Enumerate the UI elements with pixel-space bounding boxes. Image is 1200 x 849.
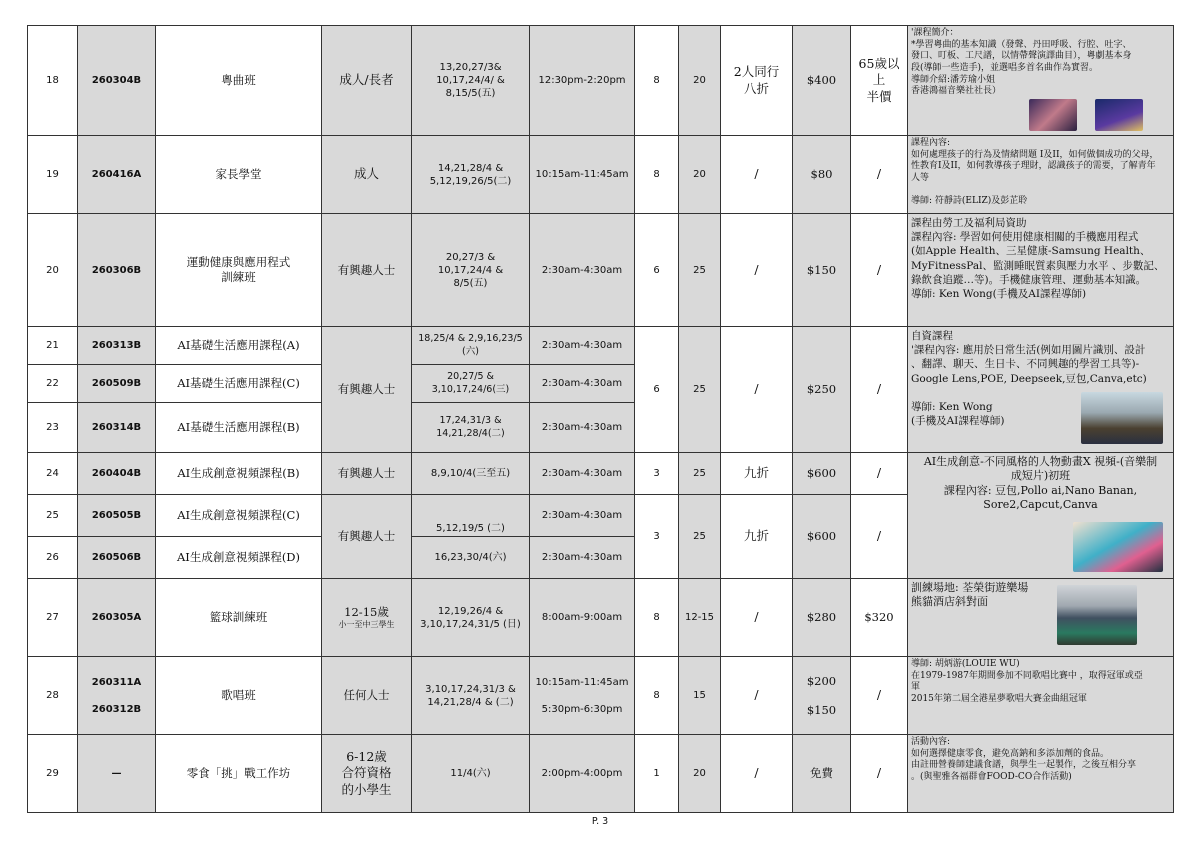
target-line: 小一至中三學生 (338, 619, 395, 629)
course-fee: $250 (793, 327, 851, 453)
course-name: 歌唱班 (156, 657, 322, 735)
remark-line: 導師: Ken Wong (911, 400, 993, 413)
course-dates: 11/4(六) (412, 735, 530, 813)
remark-line: 如何選擇健康零食，避免高鈉和多添加劑的食品。 (911, 748, 1110, 759)
course-remarks (908, 214, 1174, 327)
offer-line: 八折 (743, 80, 769, 96)
course-remarks (908, 657, 1174, 735)
course-remarks (908, 735, 1174, 813)
table-row (28, 657, 1174, 735)
course-code: 260505B (78, 495, 156, 537)
dates-line: 14,21,28/4 & (二) (427, 696, 514, 708)
remark-line: *學習粵曲的基本知識（發聲、丹田呼吸、行腔、吐字、 (911, 39, 1132, 50)
course-time: 12:30pm-2:20pm (530, 26, 635, 136)
remark-line: 段(導師一些造手)，並選唱多首名曲作為實習。 (911, 63, 1099, 74)
course-name: AI基礎生活應用課程(B) (156, 403, 322, 453)
course-target: 有興趣人士 (322, 327, 412, 453)
course-dates: 8,9,10/4(三至五) (412, 453, 530, 495)
course-time: 2:00pm-4:00pm (530, 735, 635, 813)
course-code: 260313B (78, 327, 156, 365)
row-number: 28 (28, 657, 78, 735)
course-dates: 5,12,19/5 (二) (412, 495, 530, 537)
course-quota: 20 (679, 735, 721, 813)
course-time: 2:30am-4:30am (530, 537, 635, 579)
course-dates (412, 136, 530, 214)
remark-line: 、翻譯、聊天、生日卡、不同興趣的學習工具等)- (911, 358, 1140, 371)
course-target: 成人 (322, 136, 412, 214)
course-remarks (908, 26, 1174, 136)
remark-line: 如何處理孩子的行為及情緒問題 I及II，如何做個成功的父母， (911, 149, 1159, 160)
class-group-photo (1081, 392, 1163, 444)
remark-line: 。(與聖雅各福群會FOOD-CO合作活動) (911, 772, 1072, 783)
course-offer (721, 26, 793, 136)
table-row (28, 26, 1174, 136)
course-remarks (908, 453, 1174, 579)
course-dates (412, 579, 530, 657)
course-dates (412, 26, 530, 136)
course-table (27, 25, 1174, 813)
course-sessions: 3 (635, 495, 679, 579)
row-number: 20 (28, 214, 78, 327)
course-offer: / (721, 136, 793, 214)
performance-photo (1095, 99, 1143, 131)
course-dates: 16,23,30/4(六) (412, 537, 530, 579)
course-target: 有興趣人士 (322, 453, 412, 495)
course-sessions: 8 (635, 579, 679, 657)
course-senior-fee: / (851, 136, 908, 214)
course-code: 260404B (78, 453, 156, 495)
row-number: 19 (28, 136, 78, 214)
dates-line: 10,17,24/4/ & (436, 75, 505, 86)
course-quota: 15 (679, 657, 721, 735)
course-senior-fee: / (851, 214, 908, 327)
course-name: AI生成創意視頻課程(C) (156, 495, 322, 537)
dates-line: 8/5(五) (453, 277, 488, 289)
course-time: 2:30am-4:30am (530, 327, 635, 365)
course-name: 零食「挑」戰工作坊 (156, 735, 322, 813)
course-remarks (908, 327, 1174, 453)
course-quota: 12-15 (679, 579, 721, 657)
row-number: 18 (28, 26, 78, 136)
row-number: 23 (28, 403, 78, 453)
course-senior-fee: / (851, 735, 908, 813)
course-name (156, 214, 322, 327)
course-sessions: 8 (635, 657, 679, 735)
remark-line: 軍 (911, 682, 921, 693)
name-line: 訓練班 (221, 270, 256, 284)
table-row (28, 136, 1174, 214)
remark-line: (如Apple Health、三星健康-Samsung Health、 (911, 245, 1151, 258)
table-row (28, 453, 1174, 495)
course-remarks (908, 579, 1174, 657)
course-quota: 20 (679, 136, 721, 214)
course-sessions: 1 (635, 735, 679, 813)
course-fee: $400 (793, 26, 851, 136)
course-offer: / (721, 214, 793, 327)
dates-line: (六) (462, 345, 479, 357)
course-offer: 九折 (721, 453, 793, 495)
remark-line (911, 185, 1170, 197)
course-time: 2:30am-4:30am (530, 214, 635, 327)
dates-line: 3,10,17,24,31/5 (日) (420, 618, 521, 630)
remark-line: 自資課程 (911, 330, 953, 342)
tutor-photo (1029, 99, 1077, 131)
remark-line: '課程內容: 應用於日常生活(例如用圖片識別、設計 (911, 344, 1146, 357)
dates-line: 3,10,17,24,31/3 & (425, 683, 516, 695)
row-number: 25 (28, 495, 78, 537)
course-fee: $280 (793, 579, 851, 657)
remark-line: Google Lens,POE, Deepseek,豆包,Canva,etc) (911, 372, 1147, 385)
dates-line: 18,25/4 & 2,9,16,23/5 (418, 333, 523, 345)
table-row (28, 579, 1174, 657)
course-dates (412, 214, 530, 327)
target-line: 12-15歲 (344, 604, 389, 619)
remark-line: 錄飲食追蹤…等)。手機健康管理、運動基本知識。 (911, 273, 1147, 286)
row-number: 29 (28, 735, 78, 813)
course-quota: 25 (679, 495, 721, 579)
target-line: 6-12歲 (346, 749, 387, 765)
time-line: 10:15am-11:45am (535, 676, 629, 688)
remark-line: 導師: Ken Wong(手機及AI課程導師) (911, 287, 1087, 300)
course-code: — (78, 735, 156, 813)
remark-line: 2015年第二屆全港星夢歌唱大賽金曲組冠軍 (911, 694, 1087, 705)
course-name: AI生成創意視頻課程(D) (156, 537, 322, 579)
course-code: 260416A (78, 136, 156, 214)
remark-line: 課程內容: 豆包,Pollo ai,Nano Banan, (943, 483, 1138, 497)
course-code: 260306B (78, 214, 156, 327)
course-senior-fee: $320 (851, 579, 908, 657)
remark-line: 課程內容: (911, 138, 951, 148)
course-time: 10:15am-11:45am (530, 136, 635, 214)
row-number: 22 (28, 365, 78, 403)
course-name: 家長學堂 (156, 136, 322, 214)
dates-line: 10,17,24/4 & (437, 264, 504, 276)
course-offer: / (721, 579, 793, 657)
remark-line: 熊貓酒店斜對面 (911, 595, 988, 609)
course-sessions: 3 (635, 453, 679, 495)
course-offer: / (721, 657, 793, 735)
course-time: 2:30am-4:30am (530, 365, 635, 403)
remark-line: 課程由勞工及福利局資助 (911, 217, 1027, 229)
course-target: 成人/長者 (322, 26, 412, 136)
remark-line: 活動內容: (911, 737, 951, 747)
remark-line: 導師: 胡炳游(LOUIE WU) (911, 659, 1020, 669)
course-target (322, 735, 412, 813)
course-sessions: 6 (635, 327, 679, 453)
row-number: 27 (28, 579, 78, 657)
remark-line: MyFitnessPal、監測睡眠質素與壓力水平 、步數記、 (911, 259, 1165, 272)
course-dates (412, 365, 530, 403)
course-offer: / (721, 327, 793, 453)
remark-line: 發口、叮板、工尺譜，以情帶聲演譯曲目），粵劇基本身 (911, 51, 1132, 62)
dates-line: 12,19,26/4 & (437, 605, 504, 617)
remark-line: 在1979-1987年期間參加不同歌唱比賽中 ，取得冠軍或亞 (911, 670, 1143, 681)
course-target: 有興趣人士 (322, 214, 412, 327)
course-senior-fee: / (851, 327, 908, 453)
course-time: 2:30am-4:30am (530, 495, 635, 537)
course-name: AI基礎生活應用課程(A) (156, 327, 322, 365)
course-time: 8:00am-9:00am (530, 579, 635, 657)
dates-line: 14,21,28/4(二) (436, 427, 505, 439)
course-senior-fee: / (851, 453, 908, 495)
course-sessions: 8 (635, 26, 679, 136)
course-fee: $600 (793, 453, 851, 495)
name-line: 運動健康與應用程式 (186, 255, 291, 270)
course-fee: $80 (793, 136, 851, 214)
course-target: 任何人士 (322, 657, 412, 735)
course-quota: 25 (679, 453, 721, 495)
senior-line: 半價 (866, 88, 892, 104)
course-remarks (908, 136, 1174, 214)
course-time (530, 657, 635, 735)
course-name: AI基礎生活應用課程(C) (156, 365, 322, 403)
course-senior-fee (851, 26, 908, 136)
fee-line: $150 (806, 702, 837, 717)
course-target (322, 579, 412, 657)
dates-line: 20,27/3 & (445, 251, 496, 263)
course-offer: / (721, 735, 793, 813)
table-row (28, 735, 1174, 813)
dates-line: 3,10,17,24/6(三) (431, 383, 510, 395)
video-course-photo (1073, 522, 1163, 572)
remark-line: 訓練場地: 荃榮街遊樂場 (911, 581, 1029, 594)
remark-line: Sore2,Capcut,Canva (983, 497, 1098, 511)
course-dates (412, 327, 530, 365)
course-dates (412, 657, 530, 735)
course-name: 粵曲班 (156, 26, 322, 136)
target-line: 合符資格 (341, 765, 392, 781)
offer-line: 2人同行 (733, 64, 780, 80)
course-fee: $600 (793, 495, 851, 579)
dates-line: 5,12,19,26/5(二) (429, 175, 512, 187)
course-fee (793, 657, 851, 735)
row-number: 24 (28, 453, 78, 495)
course-table-wrapper (27, 25, 1173, 813)
course-quota: 20 (679, 26, 721, 136)
row-number: 26 (28, 537, 78, 579)
remark-line: 課程內容: 學習如何使用健康相關的手機應用程式 (911, 231, 1139, 244)
course-senior-fee: / (851, 495, 908, 579)
target-line: 的小學生 (341, 781, 392, 797)
time-line: 5:30pm-6:30pm (541, 703, 623, 715)
course-quota: 25 (679, 327, 721, 453)
course-code: 260314B (78, 403, 156, 453)
course-dates (412, 403, 530, 453)
course-code: 260304B (78, 26, 156, 136)
row-number: 21 (28, 327, 78, 365)
dates-line: 20,27/5 & (447, 371, 494, 383)
dates-line: 13,20,27/3& (439, 62, 502, 73)
course-fee: $150 (793, 214, 851, 327)
course-senior-fee: / (851, 657, 908, 735)
course-time: 2:30am-4:30am (530, 403, 635, 453)
table-row (28, 214, 1174, 327)
fee-line: $200 (806, 673, 837, 688)
course-code: 260305A (78, 579, 156, 657)
code-line: 260311A (91, 676, 142, 688)
course-code (78, 657, 156, 735)
dates-line: 14,21,28/4 & (437, 162, 504, 174)
course-name: 籃球訓練班 (156, 579, 322, 657)
remark-line: AI生成創意-不同風格的人物動畫X 視頻-(音樂制 (923, 455, 1158, 468)
course-name: AI生成創意視頻課程(B) (156, 453, 322, 495)
code-line: 260312B (91, 703, 142, 715)
remark-line: '課程簡介： (911, 28, 959, 38)
course-target: 有興趣人士 (322, 495, 412, 579)
remark-line: 導師: 符靜詩(ELIZ)及彭芷聆 (911, 196, 1028, 207)
senior-line: 65歲以上 (858, 56, 900, 88)
table-row (28, 327, 1174, 365)
dates-line: 17,24,31/3 & (439, 415, 502, 427)
remark-line: 成短片)初班 (1010, 469, 1071, 483)
remark-line: 香港鴻福音樂社社長） (911, 86, 1002, 97)
remark-line: 人等 (911, 173, 930, 184)
course-code: 260509B (78, 365, 156, 403)
course-sessions: 6 (635, 214, 679, 327)
page-number: P. 3 (591, 816, 609, 827)
remark-line: 導師介紹:潘芳瑜小姐 (911, 74, 996, 85)
dates-line: 8,15/5(五) (445, 88, 496, 99)
course-sessions: 8 (635, 136, 679, 214)
remark-line: (手機及AI課程導師) (911, 415, 1005, 428)
course-code: 260506B (78, 537, 156, 579)
course-time: 2:30am-4:30am (530, 453, 635, 495)
course-quota: 25 (679, 214, 721, 327)
course-fee: 免費 (793, 735, 851, 813)
remark-line: 性教育I及II，如何教導孩子理財，認識孩子的需要，了解青年 (911, 161, 1156, 172)
basketball-court-photo (1057, 585, 1137, 645)
course-offer: 九折 (721, 495, 793, 579)
remark-line: 由註冊營養師建議食譜，與學生一起製作，之後互相分享 (911, 760, 1137, 771)
